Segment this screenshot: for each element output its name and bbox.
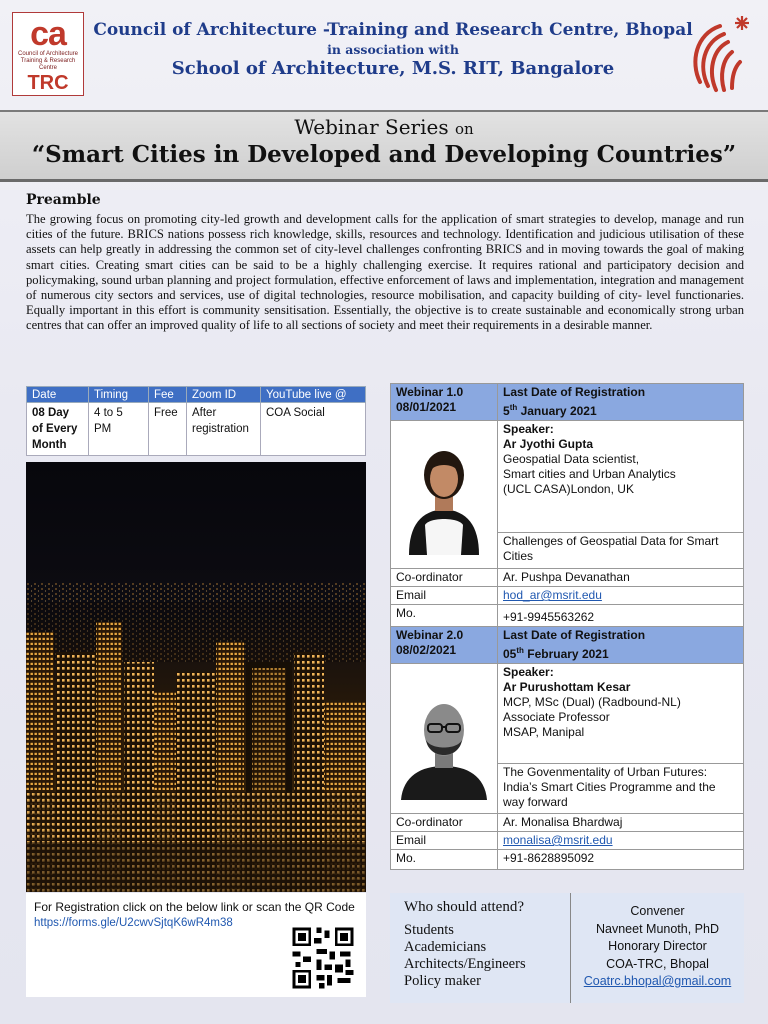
speaker1-desc1: Geospatial Data scientist, <box>503 452 640 466</box>
city-night-image <box>26 462 366 892</box>
email1-link[interactable]: hod_ar@msrit.edu <box>498 587 744 605</box>
speaker1-desc2: Smart cities and Urban Analytics <box>503 467 676 481</box>
speaker2-name: Ar Purushottam Kesar <box>503 680 631 694</box>
header-school: School of Architecture, M.S. RIT, Bangalore <box>171 58 615 79</box>
webinar1-last-date: 5th January 2021 <box>503 403 597 418</box>
col-youtube: YouTube live @ <box>261 387 366 403</box>
registration-link[interactable]: https://forms.gle/U2cwvSjtqK6wR4m38 <box>34 917 233 929</box>
mobile2-number: +91-8628895092 <box>498 850 744 870</box>
convener-org: COA-TRC, Bhopal <box>606 956 709 971</box>
cell-timing: 4 to 5 PM <box>89 403 149 456</box>
webinar1-last-date-label: Last Date of Registration <box>503 385 646 399</box>
cell-fee: Free <box>149 403 187 456</box>
mobile1-label: Mo. <box>391 605 498 627</box>
schedule-table <box>26 386 366 456</box>
who-should-attend <box>390 893 570 1003</box>
webinar2-last-date-label: Last Date of Registration <box>503 628 646 642</box>
audience-item: Students <box>404 922 454 938</box>
audience-item: Architects/Engineers <box>404 956 526 972</box>
who-heading: Who should attend? <box>404 899 524 915</box>
speaker1-photo <box>395 425 493 555</box>
msrit-logo-icon <box>686 12 754 96</box>
speaker2-photo <box>395 688 493 800</box>
webinar2-last-date: 05th February 2021 <box>503 646 609 661</box>
qr-code-icon[interactable] <box>290 923 356 993</box>
header-association: in association with <box>327 42 459 57</box>
webinar1-topic: Challenges of Geospatial Data for Smart Cities <box>498 533 744 569</box>
mobile1-number: +91-9945563262 <box>498 605 744 627</box>
webinar2-date: 08/02/2021 <box>396 643 457 657</box>
convener-box <box>570 893 744 1003</box>
cell-date: 08 Day of Every Month <box>27 403 89 456</box>
col-fee: Fee <box>149 387 187 403</box>
col-zoom: Zoom ID <box>187 387 261 403</box>
webinar2-topic: The Govenmentality of Urban Futures: India’s Smart Cities Programme and the way forward <box>498 764 744 814</box>
title-band: Webinar Series on “Smart Cities in Developed and Developing Countries” <box>0 110 768 182</box>
speaker1-name: Ar Jyothi Gupta <box>503 437 594 451</box>
email2-label: Email <box>391 832 498 850</box>
cell-zoom: After registration <box>187 403 261 456</box>
webinar-table <box>390 383 744 870</box>
speaker2-desc2: Associate Professor <box>503 710 610 724</box>
convener-name: Navneet Munoth, PhD <box>596 921 719 936</box>
speaker2-label: Speaker: <box>503 665 554 679</box>
convener-label: Convener <box>630 904 685 918</box>
coordinator1-name: Ar. Pushpa Devanathan <box>498 569 744 587</box>
email1-label: Email <box>391 587 498 605</box>
header-council: Council of Architecture -Training and Research Centre, Bhopal <box>93 20 693 40</box>
webinar-topic-title: “Smart Cities in Developed and Developing Countries” <box>31 141 737 168</box>
mobile2-label: Mo. <box>391 850 498 870</box>
audience-item: Policy maker <box>404 973 481 989</box>
convener-role: Honorary Director <box>608 939 707 953</box>
coa-trc-logo: ca Council of Architecture Training & Research Centre TRC <box>12 12 84 96</box>
preamble-heading: Preamble <box>26 192 101 208</box>
coordinator2-name: Ar. Monalisa Bhardwaj <box>498 814 744 832</box>
webinar1-date: 08/01/2021 <box>396 400 457 414</box>
cell-youtube: COA Social <box>261 403 366 456</box>
col-timing: Timing <box>89 387 149 403</box>
convener-email-link[interactable]: Coatrc.bhopal@gmail.com <box>583 974 732 988</box>
email2-link[interactable]: monalisa@msrit.edu <box>498 832 744 850</box>
registration-label: For Registration click on the below link or scan the QR Code <box>34 900 355 914</box>
speaker1-label: Speaker: <box>503 422 554 436</box>
speaker2-desc1: MCP, MSc (Dual) (Radbound-NL) <box>503 695 681 709</box>
coordinator2-label: Co-ordinator <box>391 814 498 832</box>
speaker1-desc3: (UCL CASA)London, UK <box>503 482 634 496</box>
preamble-text: The growing focus on promoting city-led growth and development calls for the application of smart strategies to develop, manage and run cities of the future. BRICS nations possess rich knowledge, skills, resources and technology. Identification and judicious utilisation of these assets can help greatly in addressing the common set of city-level challenges confronting BRICS and in moving towards the goal of making smart cities. Creating smart cities can be said to be a highly challenging exercise. It requires rational and participatory decision and policymaking, sound urban planning and project formulation, effective enforcement of laws and implementation, integration and management of numerous city sectors and services, use of digital technologies, resource mobilisation, and capacity building of city- level functionaries. Equally important in this effort is community sensitisation. Essentially, the objective is to create sustainable and economically strong urban centres that can offer an improved quality of life to all sections of society and meet their requirements in a desirable manner. <box>26 212 744 333</box>
coordinator1-label: Co-ordinator <box>391 569 498 587</box>
webinar1-number: Webinar 1.0 <box>396 385 464 399</box>
speaker2-desc3: MSAP, Manipal <box>503 725 585 739</box>
audience-item: Academicians <box>404 939 487 955</box>
webinar2-number: Webinar 2.0 <box>396 628 464 642</box>
col-date: Date <box>27 387 89 403</box>
series-label: Webinar Series <box>294 115 449 139</box>
